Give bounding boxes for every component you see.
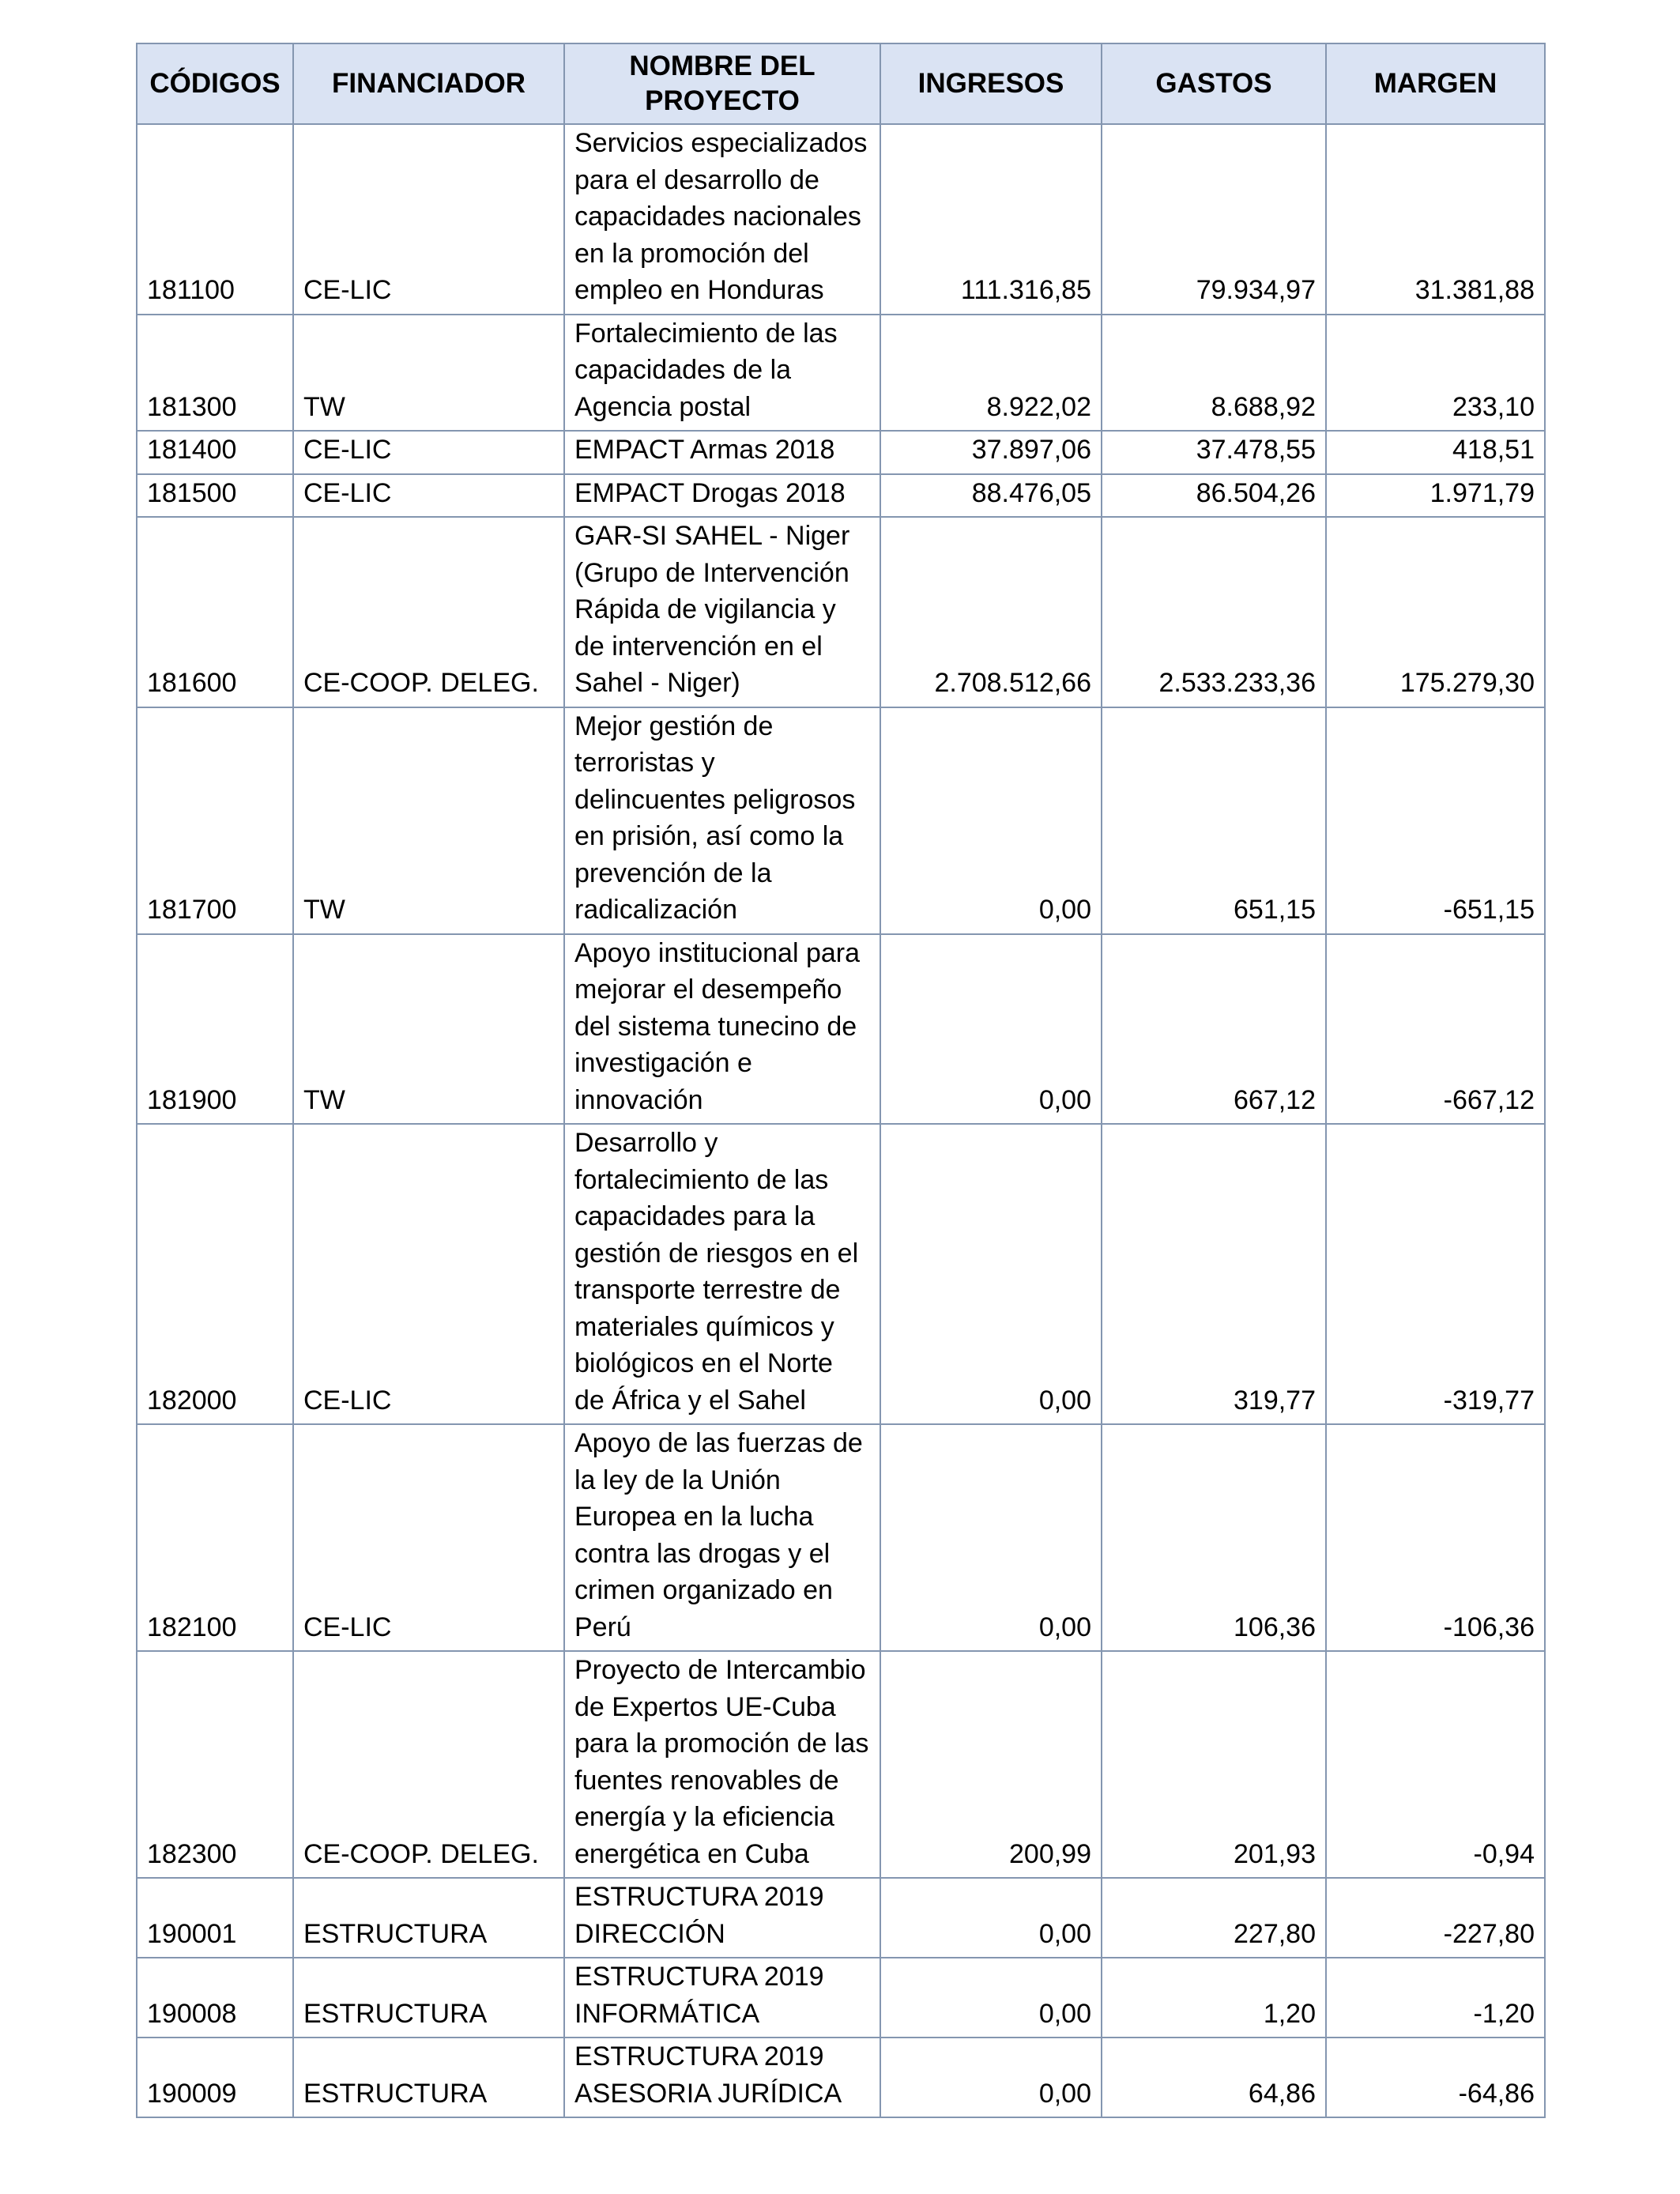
cell-financiador: CE-COOP. DELEG. [293,1651,564,1878]
cell-financiador: TW [293,707,564,934]
cell-financiador: CE-COOP. DELEG. [293,517,564,707]
cell-gastos: 651,15 [1102,707,1326,934]
cell-nombre: EMPACT Drogas 2018 [564,474,880,518]
cell-ingresos: 0,00 [880,1878,1102,1958]
header-gastos: GASTOS [1102,43,1326,124]
cell-margen: -651,15 [1326,707,1545,934]
cell-nombre: Mejor gestión de terroristas y delincuentes peligrosos en prisión, así como la prevención de la radicalización [564,707,880,934]
table-row [137,1958,1545,2038]
table-row [137,124,1545,315]
cell-gastos: 227,80 [1102,1878,1326,1958]
table-row [137,1878,1545,1958]
cell-ingresos: 200,99 [880,1651,1102,1878]
cell-ingresos: 0,00 [880,1958,1102,2038]
cell-ingresos: 88.476,05 [880,474,1102,518]
cell-ingresos: 2.708.512,66 [880,517,1102,707]
projects-table [136,43,1546,2118]
table-row [137,431,1545,474]
cell-ingresos: 37.897,06 [880,431,1102,474]
cell-codigo: 181400 [137,431,293,474]
cell-nombre: Proyecto de Intercambio de Expertos UE-Cuba para la promoción de las fuentes renovables de energía y la eficiencia energética en Cuba [564,1651,880,1878]
cell-financiador: CE-LIC [293,1124,564,1424]
header-codigos: CÓDIGOS [137,43,293,124]
cell-gastos: 79.934,97 [1102,124,1326,315]
document-page [136,43,1544,2118]
cell-financiador: ESTRUCTURA [293,1958,564,2038]
cell-margen: 31.381,88 [1326,124,1545,315]
cell-gastos: 64,86 [1102,2038,1326,2117]
cell-margen: -1,20 [1326,1958,1545,2038]
cell-codigo: 190001 [137,1878,293,1958]
cell-gastos: 37.478,55 [1102,431,1326,474]
cell-codigo: 182000 [137,1124,293,1424]
table-row [137,517,1545,707]
table-row [137,2038,1545,2117]
cell-margen: -0,94 [1326,1651,1545,1878]
cell-nombre: Fortalecimiento de las capacidades de la Agencia postal [564,315,880,432]
table-row [137,474,1545,518]
cell-financiador: CE-LIC [293,1424,564,1651]
cell-gastos: 201,93 [1102,1651,1326,1878]
cell-margen: 418,51 [1326,431,1545,474]
header-nombre-proyecto: NOMBRE DEL PROYECTO [564,43,880,124]
cell-gastos: 319,77 [1102,1124,1326,1424]
cell-codigo: 190009 [137,2038,293,2117]
cell-gastos: 106,36 [1102,1424,1326,1651]
cell-ingresos: 0,00 [880,2038,1102,2117]
cell-margen: 175.279,30 [1326,517,1545,707]
cell-codigo: 181300 [137,315,293,432]
cell-codigo: 181600 [137,517,293,707]
cell-ingresos: 111.316,85 [880,124,1102,315]
cell-ingresos: 0,00 [880,934,1102,1125]
cell-financiador: ESTRUCTURA [293,2038,564,2117]
cell-margen: -667,12 [1326,934,1545,1125]
cell-financiador: TW [293,315,564,432]
cell-nombre: EMPACT Armas 2018 [564,431,880,474]
table-row [137,1124,1545,1424]
cell-ingresos: 0,00 [880,1124,1102,1424]
cell-financiador: TW [293,934,564,1125]
cell-ingresos: 0,00 [880,1424,1102,1651]
cell-gastos: 2.533.233,36 [1102,517,1326,707]
cell-codigo: 182300 [137,1651,293,1878]
header-margen: MARGEN [1326,43,1545,124]
cell-margen: -319,77 [1326,1124,1545,1424]
cell-nombre: ESTRUCTURA 2019 INFORMÁTICA [564,1958,880,2038]
cell-financiador: CE-LIC [293,124,564,315]
cell-nombre: Servicios especializados para el desarrollo de capacidades nacionales en la promoción del empleo en Honduras [564,124,880,315]
cell-margen: 233,10 [1326,315,1545,432]
table-header-row [137,43,1545,124]
cell-margen: -227,80 [1326,1878,1545,1958]
header-financiador: FINANCIADOR [293,43,564,124]
cell-codigo: 190008 [137,1958,293,2038]
cell-codigo: 181700 [137,707,293,934]
cell-margen: -106,36 [1326,1424,1545,1651]
table-row [137,315,1545,432]
cell-nombre: Apoyo institucional para mejorar el desempeño del sistema tunecino de investigación e innovación [564,934,880,1125]
cell-financiador: ESTRUCTURA [293,1878,564,1958]
cell-codigo: 181100 [137,124,293,315]
table-row [137,707,1545,934]
table-row [137,934,1545,1125]
cell-gastos: 86.504,26 [1102,474,1326,518]
cell-nombre: ESTRUCTURA 2019 ASESORIA JURÍDICA [564,2038,880,2117]
cell-codigo: 181900 [137,934,293,1125]
cell-nombre: GAR-SI SAHEL - Niger (Grupo de Intervención Rápida de vigilancia y de intervención en el Sahel - Niger) [564,517,880,707]
cell-nombre: ESTRUCTURA 2019 DIRECCIÓN [564,1878,880,1958]
cell-margen: -64,86 [1326,2038,1545,2117]
cell-codigo: 182100 [137,1424,293,1651]
cell-gastos: 667,12 [1102,934,1326,1125]
cell-ingresos: 0,00 [880,707,1102,934]
cell-codigo: 181500 [137,474,293,518]
cell-margen: 1.971,79 [1326,474,1545,518]
cell-nombre: Desarrollo y fortalecimiento de las capacidades para la gestión de riesgos en el transporte terrestre de materiales químicos y biológicos en el Norte de África y el Sahel [564,1124,880,1424]
cell-nombre: Apoyo de las fuerzas de la ley de la Unión Europea en la lucha contra las drogas y el crimen organizado en Perú [564,1424,880,1651]
cell-gastos: 8.688,92 [1102,315,1326,432]
cell-financiador: CE-LIC [293,431,564,474]
cell-ingresos: 8.922,02 [880,315,1102,432]
table-row [137,1651,1545,1878]
header-ingresos: INGRESOS [880,43,1102,124]
cell-gastos: 1,20 [1102,1958,1326,2038]
table-row [137,1424,1545,1651]
cell-financiador: CE-LIC [293,474,564,518]
